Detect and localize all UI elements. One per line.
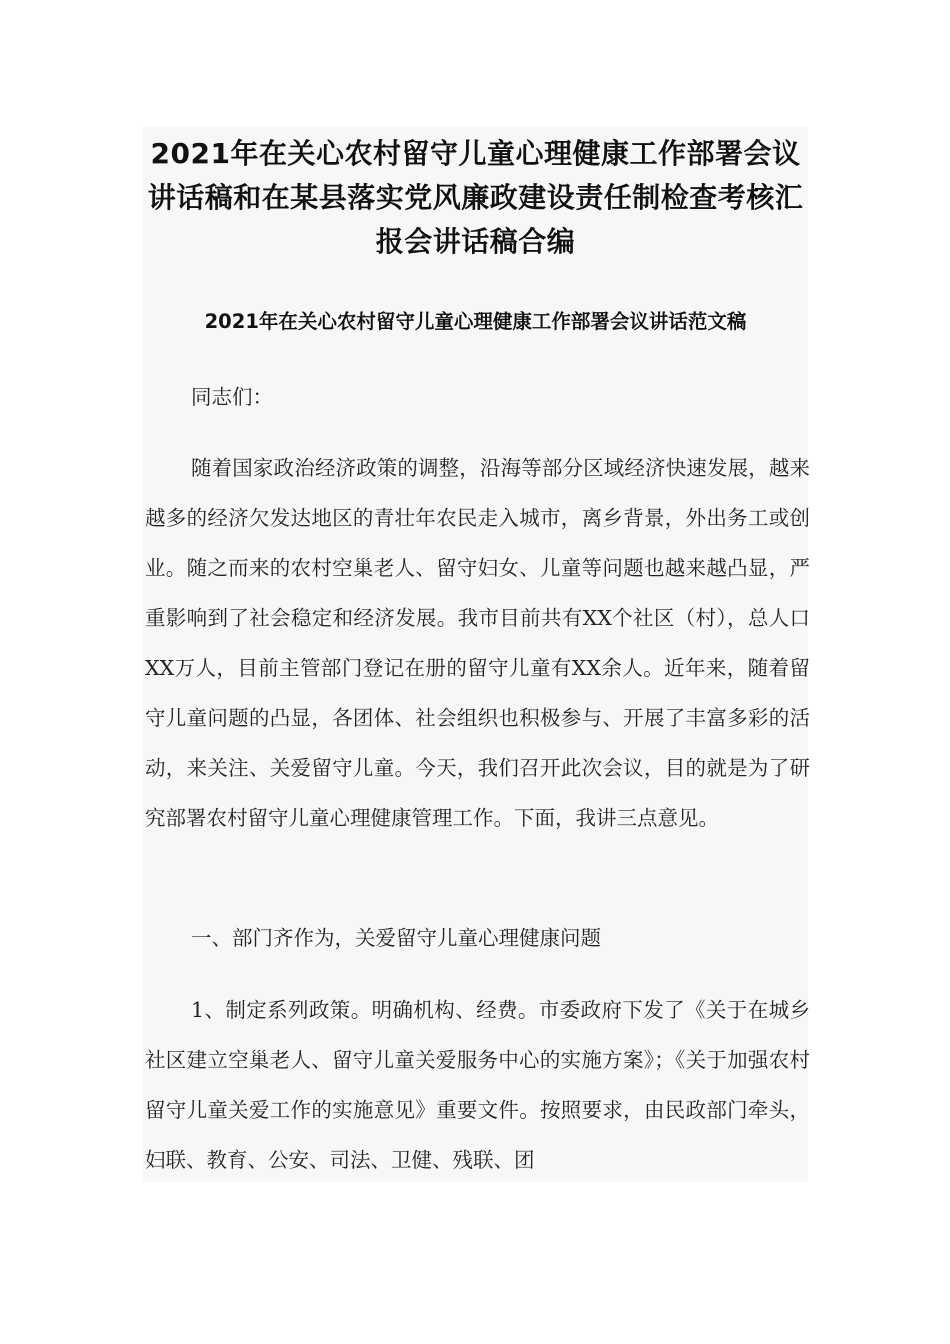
section-heading-1: 一、部门齐作为，关爱留守儿童心理健康问题 [191,926,601,950]
document-title: 2021年在关心农村留守儿童心理健康工作部署会议讲话稿和在某县落实党风廉政建设责任制检查考核汇报会讲话稿合编 [147,137,804,258]
document-subtitle: 2021年在关心农村留守儿童心理健康工作部署会议讲话范文稿 [204,310,747,333]
item-paragraph-1: 1、制定系列政策。明确机构、经费。市委政府下发了《关于在城乡社区建立空巢老人、留守儿童关爱服务中心的实施方案》；《关于加强农村留守儿童关爱工作的实施意见》重要文件。按照要求，由民政部门牵头，妇联、教育、公安、司法、卫健、残联、团 [145,998,810,1172]
intro-paragraph: 随着国家政治经济政策的调整，沿海等部分区域经济快速发展，越来越多的经济欠发达地区的青壮年农民走入城市，离乡背景，外出务工或创业。随之而来的农村空巢老人、留守妇女、儿童等问题也越来越凸显，严重影响到了社会稳定和经济发展。我市目前共有XX个社区（村），总人口XX万人，目前主管部门登记在册的留守儿童有XX余人。近年来，随着留守儿童问题的凸显，各团体、社会组织也积极参与、开展了丰富多彩的活动，来关注、关爱留守儿童。今天，我们召开此次会议，目的就是为了研究部署农村留守儿童心理健康管理工作。下面，我讲三点意见。 [145,456,810,830]
greeting-paragraph: 同志们： [191,385,273,409]
